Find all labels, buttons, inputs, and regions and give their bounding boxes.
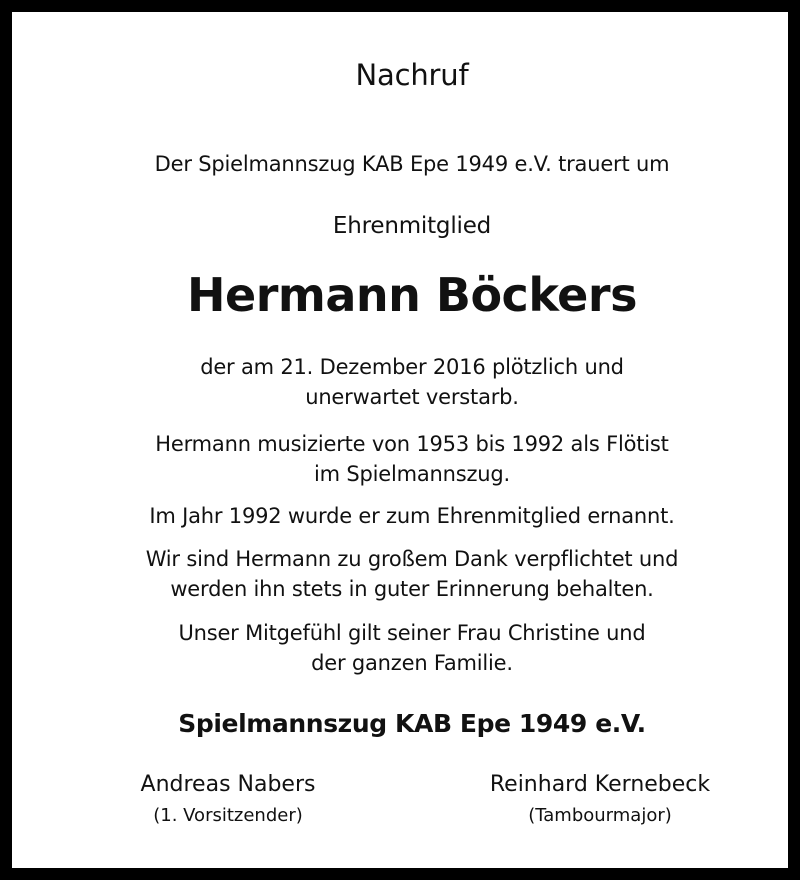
signer-chairman (108, 772, 348, 826)
paragraph-1-line-1: der am 21. Dezember 2016 plötzlich und (200, 355, 624, 379)
paragraph-5-line-2: der ganzen Familie. (311, 651, 513, 675)
organization-name: Spielmannszug KAB Epe 1949 e.V. (178, 709, 646, 738)
honorary-title: Ehrenmitglied (332, 213, 492, 239)
paragraph-4-line-2: werden ihn stets in guter Erinnerung behalten. (170, 577, 654, 601)
paragraph-4-line-1: Wir sind Hermann zu großem Dank verpflichtet und (145, 547, 679, 571)
paragraph-2-line-2: im Spielmannszug. (313, 462, 511, 486)
signer-role: (1. Vorsitzender) (153, 805, 303, 826)
deceased-name: Hermann Böckers (187, 268, 637, 322)
signer-drum-major (460, 772, 740, 826)
signer-name: Reinhard Kernebeck (489, 772, 711, 797)
paragraph-5-line-1: Unser Mitgefühl gilt seiner Frau Christine und (178, 621, 646, 645)
paragraph-1-line-2: unerwartet verstarb. (305, 385, 519, 409)
intro-line: Der Spielmannszug KAB Epe 1949 e.V. trauert um (154, 152, 670, 176)
notice-title: Nachruf (355, 58, 469, 92)
signer-role: (Tambourmajor) (528, 805, 672, 826)
paragraph-2-line-1: Hermann musizierte von 1953 bis 1992 als Flötist (155, 432, 669, 456)
signer-name: Andreas Nabers (140, 772, 316, 797)
paragraph-3-line-1: Im Jahr 1992 wurde er zum Ehrenmitglied ernannt. (149, 504, 675, 528)
